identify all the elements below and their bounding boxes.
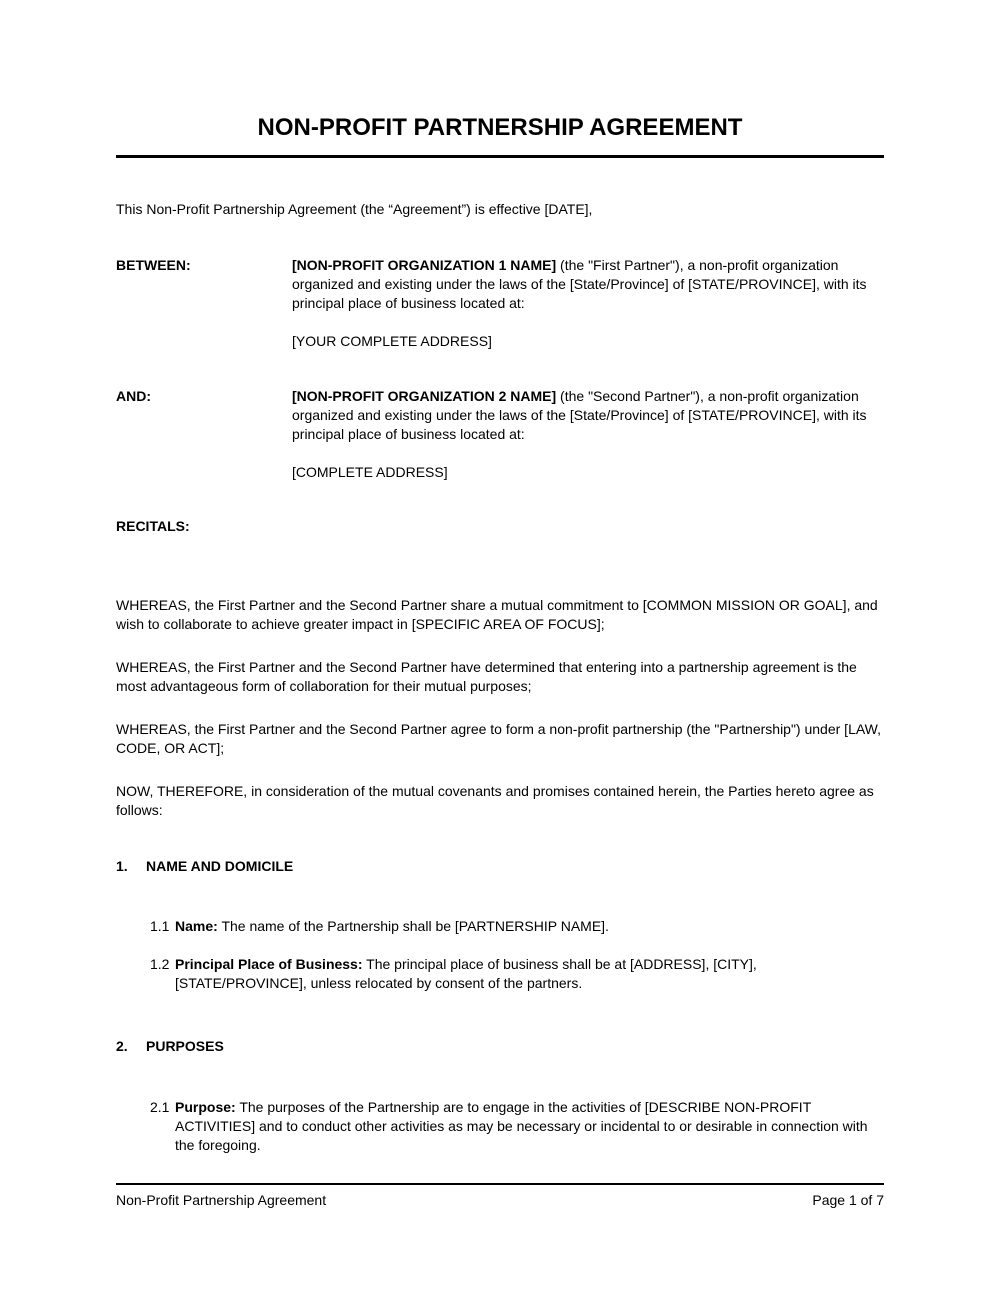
- party-and-block: [116, 387, 884, 482]
- party-between-body: [292, 256, 884, 351]
- party-between-rest: (the "First Partner"), a non-profit organization organized and existing under the laws of the [State/Province] of [STATE/PROVINCE], with its principal place of business located at:: [292, 257, 867, 311]
- section-2-number: 2.: [116, 1038, 128, 1054]
- recital-paragraph-3: WHEREAS, the First Partner and the Second Partner agree to form a non-profit partnership (the "Partnership") under [LAW, CODE, OR ACT];: [116, 721, 882, 756]
- party-and-rest: (the "Second Partner"), a non-profit organization organized and existing under the laws of the [State/Province] of [STATE/PROVINCE], with its principal place of business located at:: [292, 388, 867, 442]
- section-1-number: 1.: [116, 858, 128, 874]
- clause-2-1-label: Purpose:: [175, 1099, 236, 1115]
- party-between-label: BETWEEN:: [116, 257, 191, 273]
- section-2-title: PURPOSES: [146, 1038, 224, 1054]
- recital-paragraph-1: WHEREAS, the First Partner and the Second Partner share a mutual commitment to [COMMON MISSION OR GOAL], and wish to collaborate to achieve greater impact in [SPECIFIC AREA OF FOCUS];: [116, 597, 878, 632]
- recital-paragraph-2: WHEREAS, the First Partner and the Second Partner have determined that entering into a partnership agreement is the most advantageous form of collaboration for their mutual purposes;: [116, 659, 857, 694]
- clause-1-1-text: [175, 917, 884, 936]
- recitals-heading: RECITALS:: [116, 518, 190, 534]
- clause-1-2-label: Principal Place of Business:: [175, 956, 363, 972]
- title-divider: [116, 155, 884, 158]
- clause-1-2-text: [175, 955, 884, 993]
- footer-divider: [116, 1183, 884, 1185]
- party-between-name: [NON-PROFIT ORGANIZATION 1 NAME]: [292, 257, 557, 273]
- party-and-body: [292, 387, 884, 482]
- party-and-label: AND:: [116, 388, 151, 404]
- party-and-name: [NON-PROFIT ORGANIZATION 2 NAME]: [292, 388, 557, 404]
- page-footer: [116, 1183, 884, 1210]
- section-1-title: NAME AND DOMICILE: [146, 858, 294, 874]
- now-therefore-paragraph: NOW, THEREFORE, in consideration of the mutual covenants and promises contained herein, the Parties hereto agree as follows:: [116, 783, 874, 818]
- clause-1-1-label: Name:: [175, 918, 218, 934]
- clause-2-1-text: [175, 1098, 884, 1155]
- clause-2-1-number: 2.1: [150, 1099, 170, 1115]
- clause-1-2-body: The principal place of business shall be at [ADDRESS], [CITY], [STATE/PROVINCE], unless relocated by consent of the partners.: [175, 956, 757, 991]
- party-and-address: [COMPLETE ADDRESS]: [292, 464, 448, 480]
- footer-page-number: Page 1 of 7: [812, 1192, 884, 1208]
- clause-1-1-number: 1.1: [150, 918, 170, 934]
- party-between-description: [292, 256, 884, 313]
- party-and-description: [292, 387, 884, 444]
- footer-row: [116, 1191, 884, 1210]
- section-1-heading: [116, 857, 884, 876]
- intro-paragraph: This Non-Profit Partnership Agreement (the “Agreement”) is effective [DATE],: [116, 201, 593, 217]
- clause-1-2-number: 1.2: [150, 956, 170, 972]
- footer-document-name: Non-Profit Partnership Agreement: [116, 1192, 327, 1208]
- party-between-address: [YOUR COMPLETE ADDRESS]: [292, 333, 492, 349]
- party-between-block: [116, 256, 884, 351]
- clause-1-2: [150, 955, 884, 993]
- section-2-heading: [116, 1037, 884, 1056]
- clause-1-1-body: The name of the Partnership shall be [PARTNERSHIP NAME].: [221, 918, 609, 934]
- clause-2-1: [150, 1098, 884, 1155]
- clause-2-1-body: The purposes of the Partnership are to engage in the activities of [DESCRIBE NON-PROFIT ACTIVITIES] and to conduct other activities as may be necessary or incidental to or desirable in connection with the foregoing.: [175, 1099, 868, 1153]
- document-title: NON-PROFIT PARTNERSHIP AGREEMENT: [257, 114, 743, 141]
- clause-1-1: [150, 917, 884, 936]
